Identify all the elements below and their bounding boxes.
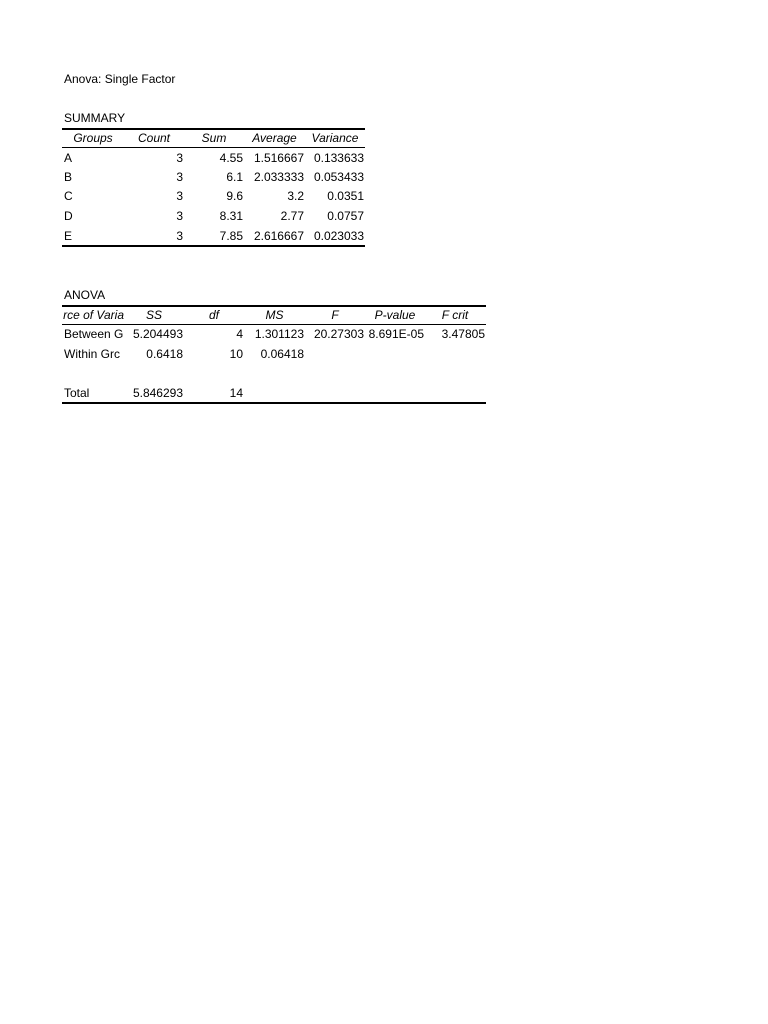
summary-average: 1.516667 xyxy=(253,151,304,165)
summary-count: 3 xyxy=(176,209,183,223)
summary-sum: 4.55 xyxy=(219,151,243,165)
anova-p-value: 8.691E-05 xyxy=(368,327,424,341)
summary-header-groups: Groups xyxy=(73,131,113,145)
anova-label: ANOVA xyxy=(64,288,106,302)
anova-header-p-value: P-value xyxy=(374,308,416,322)
summary-variance: 0.023033 xyxy=(313,229,364,243)
anova-header-f: F xyxy=(331,308,339,322)
summary-sum: 7.85 xyxy=(219,229,243,243)
summary-average: 2.033333 xyxy=(253,170,304,184)
anova-f: 20.27303 xyxy=(313,327,364,341)
summary-header-variance: Variance xyxy=(311,131,359,145)
summary-header-average: Average xyxy=(252,131,297,145)
anova-header-rule xyxy=(62,324,486,325)
summary-bottom-rule xyxy=(62,245,365,247)
anova-total-ss: 5.846293 xyxy=(132,386,183,400)
summary-group-name: B xyxy=(64,170,73,184)
anova-total-label: Total xyxy=(64,386,90,400)
anova-f-crit: 3.47805 xyxy=(441,327,485,341)
anova-df: 4 xyxy=(236,327,243,341)
anova-header-ss: SS xyxy=(145,308,162,322)
summary-group-name: A xyxy=(64,151,73,165)
anova-source: Between G xyxy=(64,327,124,341)
anova-header-source: rce of Varia xyxy=(63,308,124,322)
anova-ms: 1.301123 xyxy=(254,327,304,341)
anova-df: 10 xyxy=(229,347,243,361)
anova-header-ms: MS xyxy=(265,308,284,322)
summary-group-name: C xyxy=(64,189,73,203)
summary-header-rule xyxy=(62,147,365,148)
anova-bottom-rule xyxy=(62,402,486,404)
summary-count: 3 xyxy=(176,170,183,184)
summary-variance: 0.0351 xyxy=(327,189,364,203)
summary-sum: 6.1 xyxy=(226,170,243,184)
summary-header-sum: Sum xyxy=(201,131,227,145)
summary-count: 3 xyxy=(176,151,183,165)
anova-title: Anova: Single Factor xyxy=(64,72,176,86)
summary-average: 2.77 xyxy=(280,209,304,223)
summary-count: 3 xyxy=(176,189,183,203)
summary-sum: 9.6 xyxy=(226,189,243,203)
summary-sum: 8.31 xyxy=(219,209,243,223)
summary-group-name: E xyxy=(64,229,73,243)
summary-variance: 0.053433 xyxy=(313,170,364,184)
summary-label: SUMMARY xyxy=(64,111,126,125)
anova-ss: 0.6418 xyxy=(146,347,183,361)
summary-average: 3.2 xyxy=(287,189,304,203)
anova-ms: 0.06418 xyxy=(260,347,304,361)
anova-header-f-crit: F crit xyxy=(441,308,469,322)
summary-count: 3 xyxy=(176,229,183,243)
summary-average: 2.616667 xyxy=(253,229,304,243)
summary-variance: 0.0757 xyxy=(327,209,364,223)
anova-source: Within Grc xyxy=(64,347,121,361)
anova-ss: 5.204493 xyxy=(132,327,183,341)
summary-variance: 0.133633 xyxy=(313,151,364,165)
anova-header-df: df xyxy=(208,308,219,322)
summary-group-name: D xyxy=(64,209,73,223)
summary-header-count: Count xyxy=(137,131,171,145)
anova-total-df: 14 xyxy=(229,386,243,400)
